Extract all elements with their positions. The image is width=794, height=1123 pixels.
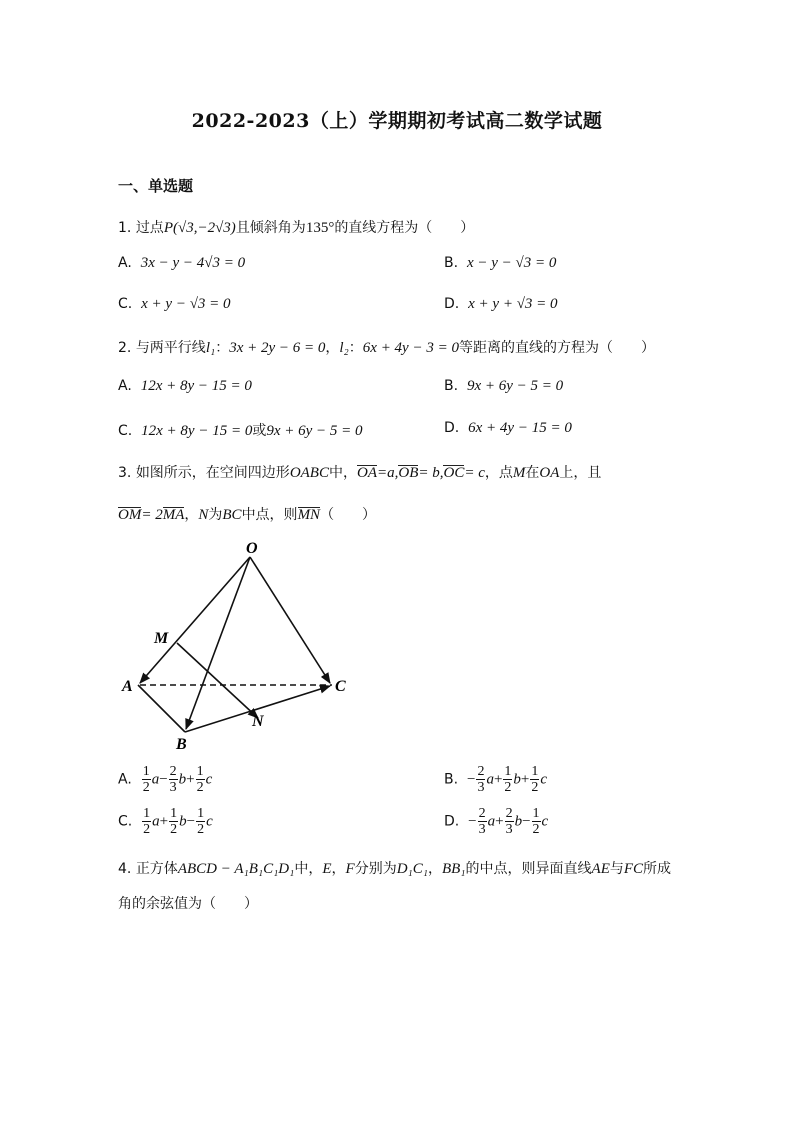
option-label: D.: [444, 813, 460, 830]
question-3-line-2: [118, 504, 376, 524]
term-sign: −: [186, 813, 196, 830]
fraction-denominator: 2: [196, 780, 204, 795]
option-label: C.: [118, 296, 133, 312]
fraction-denominator: 2: [143, 822, 151, 837]
fraction-denominator: 2: [142, 780, 150, 795]
question-text: 过点: [135, 220, 164, 236]
question-1: [118, 217, 474, 237]
option-c[interactable]: [118, 806, 213, 837]
angle-value: 135°: [305, 220, 335, 236]
question-4-line-2: 角的余弦值为（ ）: [118, 896, 258, 912]
question-text: 所成: [643, 861, 672, 877]
section-heading: 一、单选题: [118, 177, 194, 195]
question-number: 2.: [118, 340, 132, 356]
label-c: C: [335, 678, 346, 695]
line-fc: FC: [623, 861, 644, 877]
option-expression: 9x + 6y − 5 = 0: [266, 423, 363, 439]
fraction-denominator: 3: [169, 780, 177, 795]
vector-mn-line: [177, 643, 258, 718]
option-expression: x + y + √3 = 0: [468, 296, 558, 312]
fraction: [505, 806, 514, 837]
question-text: 的中点，则异面直线: [465, 861, 592, 877]
vector-symbol: a: [487, 813, 496, 830]
vector-om: OM: [118, 507, 142, 523]
line-ae: AE: [591, 861, 610, 877]
fraction: [142, 806, 151, 837]
fraction-denominator: 2: [504, 780, 512, 795]
label-b: B: [176, 736, 187, 753]
edge-oc: [250, 557, 330, 683]
vector-symbol: b: [514, 813, 523, 830]
fraction-denominator: 2: [531, 780, 539, 795]
fraction: [532, 806, 541, 837]
fraction-numerator: 1: [532, 806, 540, 821]
edge-ab: [138, 685, 185, 732]
vector-symbol: a: [151, 771, 160, 788]
option-a[interactable]: [118, 378, 252, 395]
vector-symbol: b: [513, 771, 521, 788]
vector-symbol: b: [179, 813, 187, 830]
option-c[interactable]: [118, 420, 363, 440]
term-sign: +: [520, 771, 530, 788]
term-sign: +: [495, 813, 504, 830]
term-sign: −: [466, 771, 476, 788]
point-expression: P(√3,−2√3): [163, 220, 236, 236]
question-number: 3.: [118, 465, 132, 481]
option-d[interactable]: [444, 420, 572, 437]
vector-eq: =a,: [376, 465, 399, 481]
fraction-numerator: 2: [169, 764, 177, 779]
fraction-numerator: 1: [143, 806, 151, 821]
option-c[interactable]: [118, 296, 231, 313]
option-label: C.: [118, 423, 133, 439]
point-m: M: [512, 465, 526, 481]
comma: ，: [331, 861, 346, 877]
term-sign: +: [186, 771, 195, 788]
segment-d1c1: D₁C₁: [396, 861, 428, 877]
option-label: C.: [118, 813, 133, 830]
question-text: ，点: [484, 465, 513, 481]
fraction-numerator: 1: [504, 764, 512, 779]
vector-symbol: a: [486, 771, 494, 788]
option-b[interactable]: [444, 764, 547, 795]
question-number: 1.: [118, 220, 132, 236]
edge-oa: [140, 557, 250, 683]
vector-symbol: c: [540, 771, 548, 788]
fraction: [142, 764, 151, 795]
option-label: A.: [118, 378, 132, 394]
fraction: [196, 806, 205, 837]
vector-symbol: a: [152, 813, 160, 830]
option-label: B.: [444, 378, 459, 394]
question-text: 与: [609, 861, 624, 877]
fraction: [196, 764, 205, 795]
fraction: [169, 764, 178, 795]
fraction-numerator: 2: [505, 806, 513, 821]
question-text: 与两平行线: [135, 340, 206, 356]
question-text: 为: [208, 507, 223, 523]
vector-ob: OB: [398, 465, 419, 481]
option-expression: x − y − √3 = 0: [466, 255, 557, 271]
option-join: 或: [252, 423, 267, 439]
fraction-denominator: 2: [197, 822, 205, 837]
option-a[interactable]: [118, 255, 245, 272]
fraction-numerator: 1: [196, 764, 204, 779]
option-label: D.: [444, 420, 460, 436]
option-expression: 9x + 6y − 5 = 0: [466, 378, 564, 394]
question-text: 中，: [328, 465, 357, 481]
fraction: [530, 764, 539, 795]
fraction-denominator: 2: [532, 822, 540, 837]
point-n: N: [198, 507, 209, 523]
line-name: l₂: [339, 340, 349, 356]
term-sign: −: [522, 813, 531, 830]
option-expression: 12x + 8y − 15 = 0: [140, 378, 252, 394]
question-text: 且倾斜角为: [235, 220, 306, 236]
option-label: D.: [444, 296, 460, 312]
segment-bb1: BB₁: [441, 861, 466, 877]
line-name: l₁: [205, 340, 216, 356]
question-text: 中点，则: [241, 507, 298, 523]
tetrahedron-figure: [110, 535, 370, 760]
fraction-numerator: 1: [197, 806, 205, 821]
question-text: 在: [525, 465, 540, 481]
question-text: 的直线方程为（ ）: [334, 220, 475, 236]
fraction-numerator: 1: [142, 764, 150, 779]
question-text: ，: [184, 507, 199, 523]
vector-symbol: c: [205, 771, 213, 788]
vector-eq: = 2: [141, 507, 163, 523]
label-m: M: [154, 630, 169, 647]
question-text: 如图所示，在空间四边形: [135, 465, 290, 481]
fraction-denominator: 3: [505, 822, 513, 837]
fraction-numerator: 2: [478, 806, 486, 821]
vector-symbol: b: [178, 771, 187, 788]
option-expression: 6x + 4y − 15 = 0: [468, 420, 572, 436]
question-4-line-1: [118, 858, 671, 878]
line-equation: 6x + 4y − 3 = 0: [362, 340, 459, 356]
term-sign: +: [159, 813, 169, 830]
segment-oa: OA: [539, 465, 560, 481]
option-label: B.: [444, 771, 459, 788]
line-equation: 3x + 2y − 6 = 0: [229, 340, 326, 356]
option-d[interactable]: [444, 806, 548, 837]
term-sign: −: [468, 813, 477, 830]
vector-ma: MA: [162, 507, 185, 523]
label-o: O: [246, 540, 258, 557]
vector-symbol: c: [541, 813, 549, 830]
fraction-numerator: 1: [531, 764, 539, 779]
vector-eq: = c: [464, 465, 485, 481]
point-f: F: [345, 861, 355, 877]
question-text: 正方体: [135, 861, 178, 877]
page-title: 2022-2023（上）学期期初考试高二数学试题: [191, 110, 603, 132]
fraction: [476, 764, 485, 795]
vector-mn: MN: [297, 507, 321, 523]
segment-bc: BC: [222, 507, 242, 523]
comma: ，: [325, 340, 340, 356]
fraction-denominator: 3: [477, 780, 485, 795]
label-n: N: [252, 713, 264, 730]
vector-oc: OC: [443, 465, 465, 481]
colon: ：: [215, 340, 230, 356]
option-a[interactable]: [118, 764, 212, 795]
option-expression: x + y − √3 = 0: [141, 296, 231, 312]
quad-name: OABC: [289, 465, 329, 481]
option-label: B.: [444, 255, 459, 271]
term-sign: +: [493, 771, 503, 788]
option-b[interactable]: [444, 378, 563, 395]
question-3-line-1: [118, 462, 601, 482]
fraction: [478, 806, 487, 837]
vector-oa: OA: [356, 465, 377, 481]
option-b[interactable]: [444, 255, 556, 272]
term-sign: −: [159, 771, 168, 788]
edge-ob: [186, 557, 250, 729]
fraction-numerator: 2: [477, 764, 485, 779]
option-label: A.: [118, 771, 132, 788]
question-number: 4.: [118, 861, 132, 877]
label-a: A: [122, 678, 133, 695]
fraction: [169, 806, 178, 837]
option-d[interactable]: [444, 296, 558, 313]
vector-eq: = b,: [418, 465, 444, 481]
question-text: 中，: [294, 861, 323, 877]
fraction-numerator: 1: [170, 806, 178, 821]
question-text: 上，且: [559, 465, 602, 481]
option-expression: 3x − y − 4√3 = 0: [140, 255, 246, 271]
question-text: 分别为: [354, 861, 397, 877]
option-label: A.: [118, 255, 132, 271]
cube-name: ABCD − A₁B₁C₁D₁: [177, 861, 295, 877]
point-e: E: [322, 861, 332, 877]
colon: ：: [348, 340, 363, 356]
option-expression: 12x + 8y − 15 = 0: [141, 423, 253, 439]
fraction: [503, 764, 512, 795]
comma: ，: [427, 861, 442, 877]
fraction-denominator: 3: [478, 822, 486, 837]
question-2: [118, 337, 655, 357]
question-text: （ ）: [320, 507, 377, 523]
question-text: 等距离的直线的方程为（ ）: [458, 340, 655, 356]
vector-symbol: c: [206, 813, 213, 830]
fraction-denominator: 2: [170, 822, 178, 837]
